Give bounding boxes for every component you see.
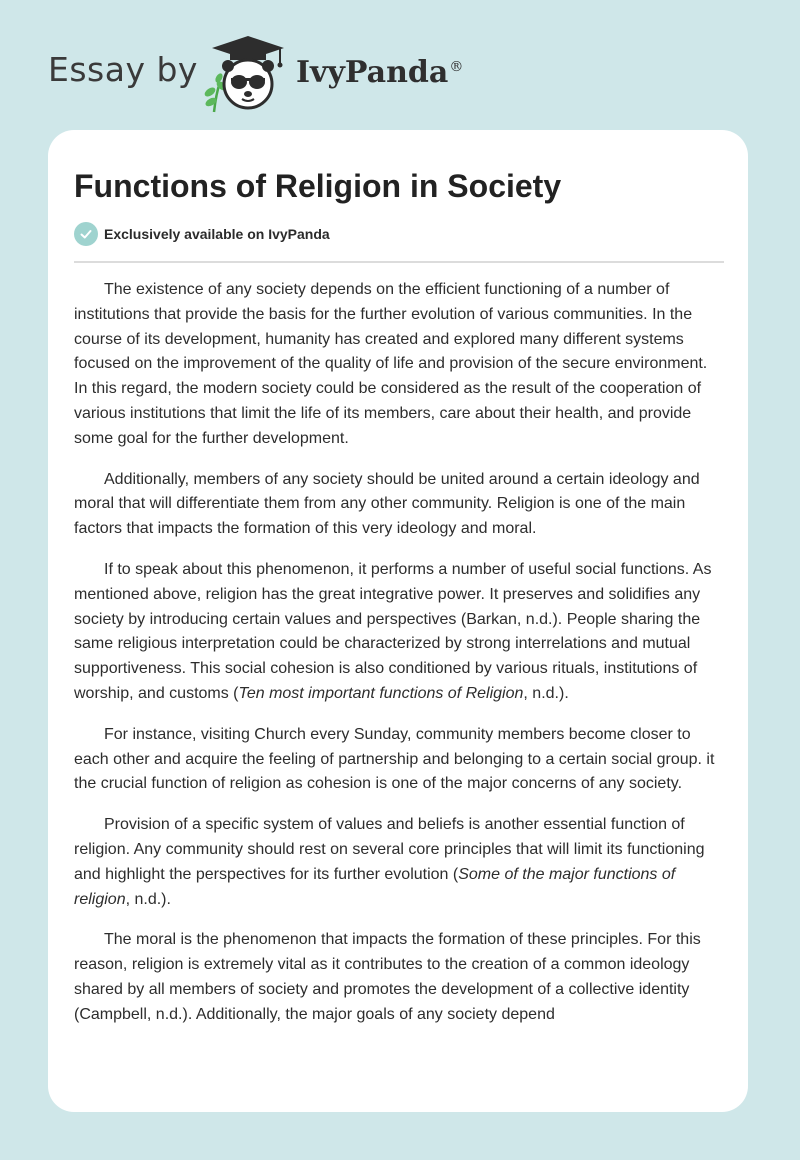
paragraph (74, 813, 724, 912)
citation-title: Ten most important functions of Religion (238, 684, 524, 702)
paragraph-text: The existence of any society depends on the efficient functioning of a number of institutions that provide the basis for the further evolution of various communities. In the course of its development, humanity has created and explored many different systems focused on the improvement of the quality of life and provision of the secure environment. In this regard, the modern society could be considered as the result of the cooperation of various institutions that limit the life of its members, care about their health, and provide some goal for the further development. (74, 281, 708, 447)
site-header (0, 0, 800, 130)
divider (74, 261, 724, 263)
panda-graduate-icon (200, 34, 296, 114)
paragraph-text: Additionally, members of any society should be united around a certain ideology and moral that will differentiate them from any other community. Religion is one of the main factors that impacts the formation of this very ideology and moral. (74, 470, 700, 538)
brand-name (296, 55, 463, 90)
paragraph (74, 723, 724, 797)
paragraph (74, 928, 724, 1027)
paragraph (74, 278, 724, 452)
essay-by-label: Essay by (48, 50, 198, 89)
paragraph-text: , n.d.). (523, 684, 569, 702)
paragraph-text: If to speak about this phenomenon, it performs a number of useful social functions. As mentioned above, religion has the great integrative power. It preserves and solidifies any society by introducing certain values and perspectives (Barkan, n.d.). People sharing the same religious interpretation could be characterized by strong interrelations and mutual supportiveness. This social cohesion is also conditioned by various rituals, institutions of worship, and customs ( (74, 560, 712, 702)
exclusive-badge-label: Exclusively available on IvyPanda (104, 226, 330, 242)
essay-body (74, 278, 724, 1044)
paragraph-text: , n.d.). (125, 890, 171, 908)
paragraph (74, 468, 724, 542)
citation-title: Some of the major functions of religion (74, 865, 676, 908)
paragraph-text: The moral is the phenomenon that impacts the formation of these principles. For this reason, religion is extremely vital as it contributes to the creation of a common ideology shared by all members of society and promotes the development of a collective identity (Campbell, n.d.). Additionally, the major goals of any society depend (74, 931, 701, 1023)
paragraph (74, 558, 724, 707)
registered-mark: ® (449, 59, 464, 75)
essay-card (48, 130, 748, 1112)
page-title: Functions of Religion in Society (74, 168, 562, 204)
exclusive-badge (74, 222, 330, 246)
check-icon (74, 222, 98, 246)
paragraph-text: For instance, visiting Church every Sunday, community members become closer to each other and acquire the feeling of partnership and belonging to a certain social group. it the crucial function of religion as cohesion is one of the major concerns of any society. (74, 725, 715, 793)
brand-text: IvyPanda (296, 55, 449, 90)
paragraph-text: Provision of a specific system of values and beliefs is another essential function of religion. Any community should rest on several core principles that will limit its functioning and highlight the perspectives for its further evolution ( (74, 816, 705, 883)
